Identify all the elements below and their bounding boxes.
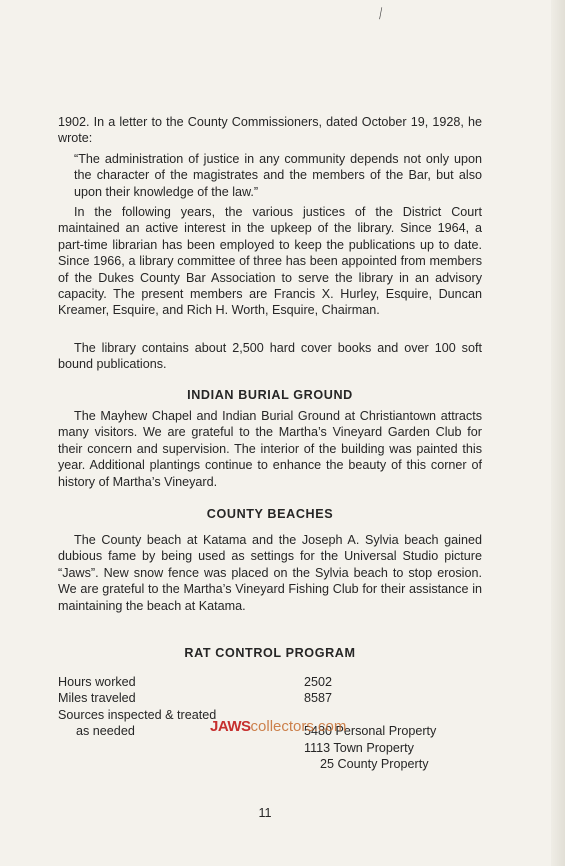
- pencil-mark: ⁄: [376, 6, 386, 22]
- table-row: [58, 740, 488, 756]
- page-number: 11: [258, 806, 272, 820]
- row-label: Hours worked: [58, 675, 136, 689]
- library-paragraph: In the following years, the various justices of the District Court maintained an active interest in the upkeep of the library. Since 1964, a part-time librarian has been employed to keep the publications up to date. Since 1966, a library committee of three has been appointed from members of the Dukes County Bar Association to serve the library in an advisory capacity. The present members are Francis X. Hurley, Esquire, Duncan Kreamer, Esquire, and Rich H. Worth, Esquire, Chairman.: [58, 205, 482, 318]
- table-row: [58, 690, 488, 706]
- row-label: Sources inspected & treated: [58, 707, 217, 722]
- row-value: 25 County Property: [320, 756, 429, 771]
- row-value: 2502: [304, 675, 333, 689]
- row-value: 5480 Personal Property: [304, 724, 437, 739]
- library-size-paragraph: The library contains about 2,500 hard cover books and over 100 soft bound publications.: [58, 341, 482, 372]
- table-row: [58, 756, 488, 772]
- county-beaches-paragraph: The County beach at Katama and the Joseph A. Sylvia beach gained dubious fame by being used as settings for the Universal Studio picture “Jaws”. New snow fence was placed on the Sylvia beach to stop erosion. We are grateful to the Martha’s Vineyard Fishing Club for their assistance in maintaining the beach at Katama.: [58, 533, 482, 613]
- row-label: as needed: [76, 724, 135, 739]
- watermark-site: collectors.com: [250, 718, 347, 735]
- intro-paragraph: 1902. In a letter to the County Commissioners, dated October 19, 1928, he wrote:: [58, 115, 482, 146]
- watermark-jaws: JAWS: [210, 718, 251, 735]
- watermark: [210, 719, 346, 735]
- indian-burial-paragraph: The Mayhew Chapel and Indian Burial Ground at Christiantown attracts many visitors. We are grateful to the Martha’s Vineyard Garden Club for their concern and supervision. The interior of the building was painted this year. Additional plantings continue to enhance the beauty of this corner of history of Martha’s Vineyard.: [58, 409, 482, 489]
- rat-control-heading: RAT CONTROL PROGRAM: [184, 646, 356, 660]
- quote-paragraph: “The administration of justice in any community depends not only upon the character of the magistrates and the members of the Bar, but also upon their knowledge of the law.”: [74, 152, 482, 199]
- row-label: Miles traveled: [58, 691, 136, 706]
- table-row: [58, 674, 488, 690]
- row-value: 1113 Town Property: [304, 740, 414, 755]
- row-value: 8587: [304, 691, 333, 706]
- page-edge-shadow: [551, 0, 565, 866]
- indian-burial-heading: INDIAN BURIAL GROUND: [187, 388, 353, 402]
- county-beaches-heading: COUNTY BEACHES: [206, 507, 334, 521]
